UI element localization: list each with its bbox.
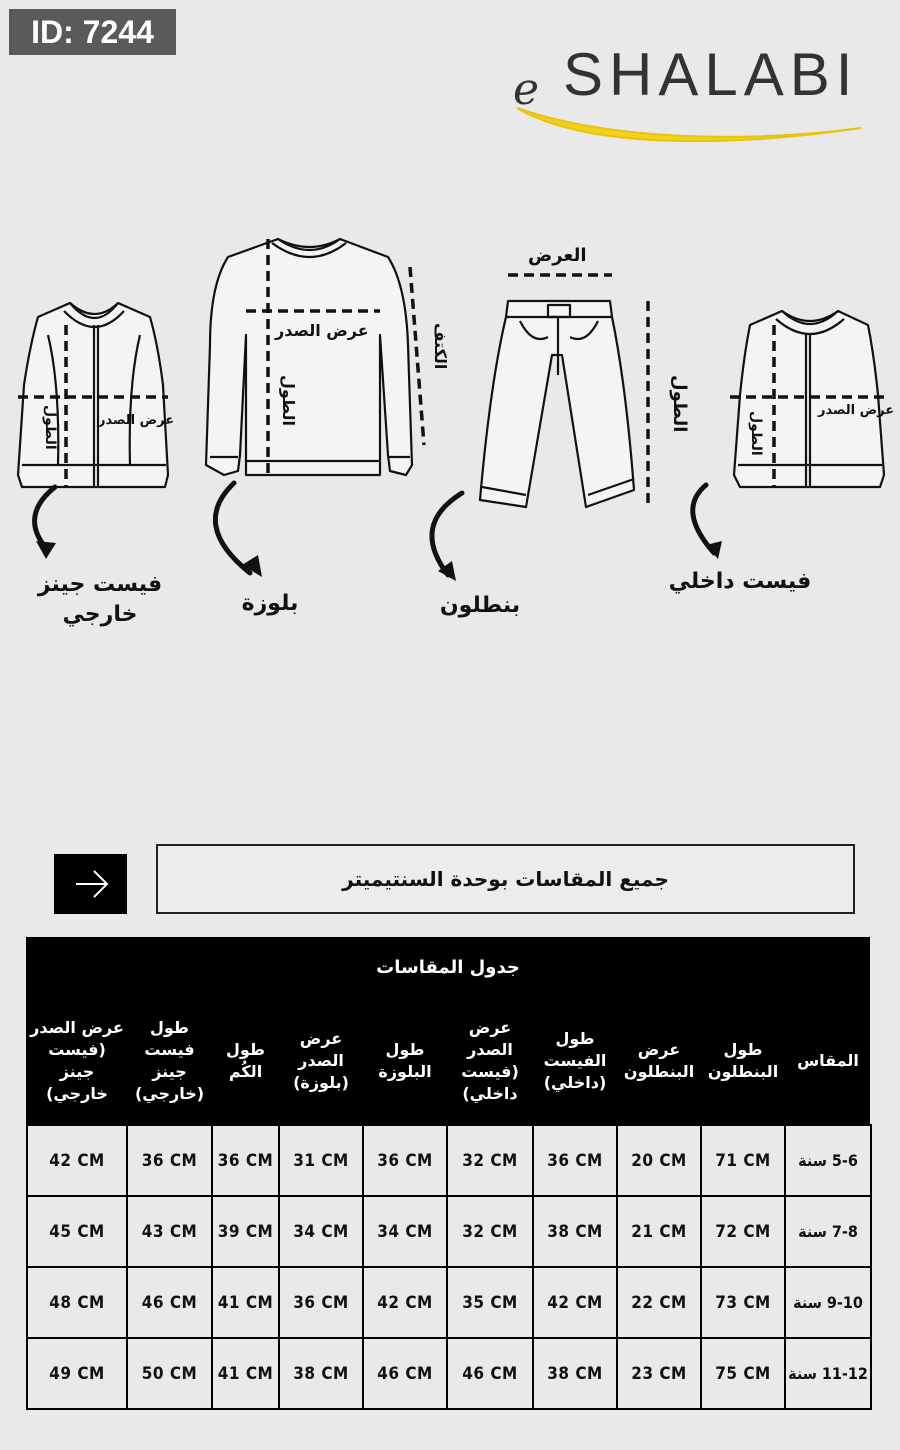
table-cell: 22 CM	[617, 1267, 701, 1338]
shirt-chest-label: عرض الصدر	[275, 321, 369, 340]
table-cell: 34 CM	[279, 1196, 363, 1267]
header-row	[27, 997, 871, 1125]
shirt-label: بلوزة	[241, 591, 299, 616]
header-pants-width: عرض البنطلون	[623, 1039, 695, 1081]
units-note-text: جميع المقاسات بوحدة السنتيميتر	[342, 867, 669, 891]
header-outer-vest-chest: عرض الصدر (فيست جينز خارجي)	[30, 1017, 124, 1103]
header-pants-length: طول البنطلون	[707, 1039, 779, 1081]
table-cell: 75 CM	[701, 1338, 785, 1409]
table-cell: 21 CM	[617, 1196, 701, 1267]
table-cell: 38 CM	[533, 1196, 617, 1267]
size-cell: 5-6 سنة	[785, 1125, 871, 1196]
inner-vest-label: فيست داخلي	[668, 569, 812, 594]
table-cell: 46 CM	[447, 1338, 533, 1409]
table-row	[27, 1196, 871, 1267]
size-cell: 7-8 سنة	[785, 1196, 871, 1267]
table-cell: 43 CM	[127, 1196, 212, 1267]
table-cell: 41 CM	[212, 1267, 279, 1338]
inner-vest-length-label: الطول	[748, 411, 764, 456]
table-row	[27, 1267, 871, 1338]
table-cell: 46 CM	[127, 1267, 212, 1338]
header-inner-vest-chest: عرض الصدر (فيست داخلي)	[461, 1017, 519, 1103]
table-cell: 42 CM	[27, 1125, 127, 1196]
table-cell: 36 CM	[279, 1267, 363, 1338]
header-shirt-length: طول البلوزة	[378, 1039, 432, 1081]
table-cell: 32 CM	[447, 1125, 533, 1196]
inner-vest-icon	[734, 311, 884, 487]
table-cell: 32 CM	[447, 1196, 533, 1267]
pants-label: بنطلون	[439, 593, 521, 618]
header-inner-vest-length: طول الفيست (داخلي)	[543, 1028, 607, 1092]
units-note	[156, 844, 855, 914]
size-table	[26, 997, 872, 1410]
table-cell: 49 CM	[27, 1338, 127, 1409]
table-cell: 36 CM	[127, 1125, 212, 1196]
table-cell: 72 CM	[701, 1196, 785, 1267]
outer-vest-icon	[18, 303, 168, 487]
table-cell: 71 CM	[701, 1125, 785, 1196]
table-cell: 34 CM	[363, 1196, 447, 1267]
garment-illustrations	[0, 225, 900, 645]
id-badge: ID: 7244	[9, 9, 176, 55]
table-cell: 41 CM	[212, 1338, 279, 1409]
size-cell: 9-10 سنة	[785, 1267, 871, 1338]
header-outer-vest-length: طول فيست جينز (خارجي)	[134, 1017, 205, 1103]
table-cell: 42 CM	[533, 1267, 617, 1338]
table-cell: 39 CM	[212, 1196, 279, 1267]
table-cell: 45 CM	[27, 1196, 127, 1267]
table-cell: 46 CM	[363, 1338, 447, 1409]
table-cell: 38 CM	[533, 1338, 617, 1409]
table-cell: 48 CM	[27, 1267, 127, 1338]
table-cell: 73 CM	[701, 1267, 785, 1338]
eshalabi-logo	[505, 30, 875, 150]
table-row	[27, 1338, 871, 1409]
inner-vest-chest-label: عرض الصدر	[818, 403, 895, 418]
header-size: المقاس	[797, 1050, 859, 1070]
header-shirt-chest: عرض الصدر (بلوزة)	[293, 1028, 349, 1092]
header-sleeve-length: طول الكُم	[226, 1039, 265, 1081]
logo-wordmark: SHALABI	[563, 41, 859, 108]
right-arrow-icon	[54, 854, 127, 914]
size-chart-title: جدول المقاسات	[376, 956, 520, 978]
outer-vest-length-label: الطول	[42, 405, 58, 450]
table-cell: 35 CM	[447, 1267, 533, 1338]
pants-icon	[480, 301, 634, 507]
sweater-icon	[206, 239, 412, 475]
pants-width-label: العرض	[528, 245, 587, 266]
table-cell: 42 CM	[363, 1267, 447, 1338]
outer-vest-chest-label: عرض الصدر	[98, 413, 175, 428]
size-cell: 11-12 سنة	[785, 1338, 871, 1409]
shirt-length-label: الطول	[279, 375, 298, 426]
table-cell: 36 CM	[212, 1125, 279, 1196]
table-cell: 31 CM	[279, 1125, 363, 1196]
size-chart	[26, 937, 870, 1410]
table-cell: 23 CM	[617, 1338, 701, 1409]
table-cell: 20 CM	[617, 1125, 701, 1196]
table-row	[27, 1125, 871, 1196]
table-cell: 38 CM	[279, 1338, 363, 1409]
arrow-box	[54, 854, 127, 914]
shirt-sleeve-label: الكتف	[431, 323, 450, 370]
table-cell: 50 CM	[127, 1338, 212, 1409]
pants-length-label: الطول	[669, 375, 690, 433]
table-cell: 36 CM	[363, 1125, 447, 1196]
outer-vest-label: فيست جينز خارجي	[37, 572, 163, 627]
logo-initial: e	[513, 64, 540, 115]
table-cell: 36 CM	[533, 1125, 617, 1196]
